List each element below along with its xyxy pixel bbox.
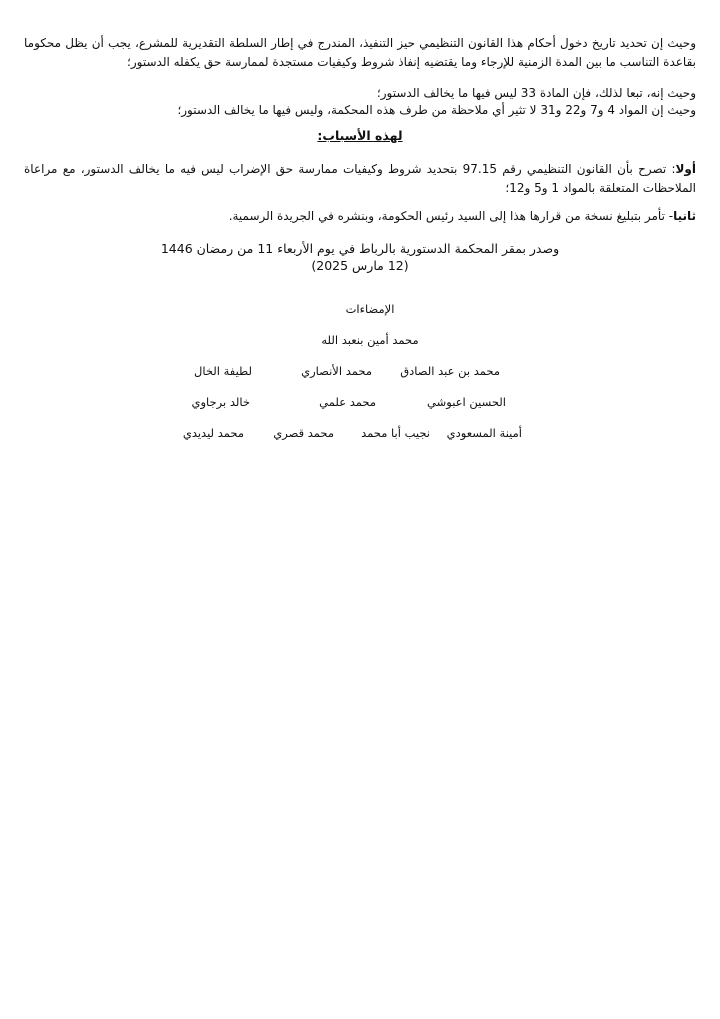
paragraph-proportionality: وحيث إن تحديد تاريخ دخول أحكام هذا القانون التنظيمي حيز التنفيذ، المندرج في إطار السلطة التقديرية للمشرع، يجب أن يظل محكوما بقاعدة التناسب ما بين المدة الزمنية للإرجاء وما يقتضيه إنفاذ شروط وكيفيات مستجدة لممارسة حق يكفله الدستور؛ (24, 36, 696, 69)
paragraph-other-articles: وحيث إن المواد 4 و7 و22 و31 لا تثير أي ملاحظة من طرف هذه المحكمة، وليس فيها ما يخالف الدستور؛ (177, 103, 696, 117)
signature-row3-1: أمينة المسعودي (446, 426, 522, 440)
signature-row3-4: محمد ليديدي (182, 426, 244, 440)
signature-row1-2: محمد الأنصاري (301, 364, 372, 378)
signature-row3-2: نجيب أبا محمد (361, 426, 430, 440)
signature-row2-1: الحسين اعبوشي (427, 395, 506, 409)
signature-row3-3: محمد قصري (273, 426, 334, 440)
signatures-heading: الإمضاءات (345, 302, 395, 316)
paragraph-article-33: وحيث إنه، تبعا لذلك، فإن المادة 33 ليس فيها ما يخالف الدستور؛ (376, 86, 696, 100)
ruling-first (24, 160, 696, 198)
signature-president: محمد أمين بنعبد الله (321, 333, 419, 347)
signature-row2-3: خالد برجاوي (191, 395, 250, 409)
issued-line-2: (12 مارس 2025) (311, 258, 409, 273)
ruling-first-text: : تصرح بأن القانون التنظيمي رقم 97.15 بتحديد شروط وكيفيات ممارسة حق الإضراب ليس فيه ما يخالف الدستور، مع مراعاة الملاحظات المتعلقة بالمواد 1 و5 و12؛ (24, 162, 696, 195)
ruling-second-label: ثانيا (673, 209, 696, 223)
signature-row1-1: محمد بن عبد الصادق (400, 364, 500, 378)
ruling-second-text: - تأمر بتبليغ نسخة من قرارها هذا إلى السيد رئيس الحكومة، وبنشره في الجريدة الرسمية. (228, 209, 674, 223)
signature-row2-2: محمد علمي (319, 395, 376, 409)
issued-line-1: وصدر بمقر المحكمة الدستورية بالرباط في يوم الأربعاء 11 من رمضان 1446 (160, 241, 560, 256)
signature-row1-3: لطيفة الخال (193, 364, 252, 378)
ruling-second (24, 207, 696, 226)
ruling-first-label: أولا (675, 162, 696, 176)
reasons-heading: لهذه الأسباب: (317, 128, 403, 143)
